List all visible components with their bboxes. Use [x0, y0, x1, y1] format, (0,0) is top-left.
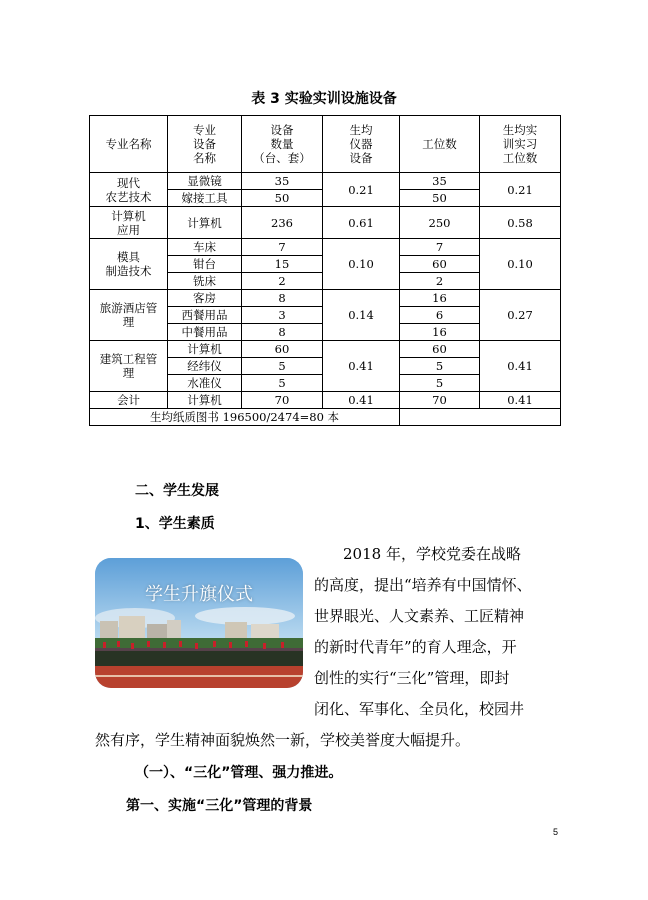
paragraph-line-1: 2018 年，学校党委在战略 [343, 545, 521, 563]
cell-equipment: 水准仪 [168, 375, 242, 392]
facilities-table [89, 115, 561, 426]
cell-workstations: 2 [400, 273, 480, 290]
table-row [90, 207, 561, 239]
cell-line: 现代 [117, 175, 140, 190]
cell-equipment: 铣床 [168, 273, 242, 290]
table-row [90, 341, 561, 358]
cell-workstations: 6 [400, 307, 480, 324]
cell-workstations: 60 [400, 256, 480, 273]
cell-line: 生均实 [502, 123, 538, 137]
cell-equipment: 中餐用品 [168, 324, 242, 341]
cell-equipment: 西餐用品 [168, 307, 242, 324]
cell-line: 理 [122, 315, 135, 329]
cell-workstations: 35 [400, 173, 480, 190]
header-per-student-workstations [480, 116, 561, 173]
cell-equipment: 嫁接工具 [168, 190, 242, 207]
subsection-heading: 1、学生素质 [135, 516, 215, 532]
cell-count: 5 [242, 358, 323, 375]
cell-per-student-instruments: 0.41 [323, 341, 400, 392]
cell-line: 农艺技术 [105, 189, 152, 204]
cell-equipment: 客房 [168, 290, 242, 307]
flag-ceremony-photo [95, 558, 303, 688]
cell-per-student-instruments: 0.41 [323, 392, 400, 409]
photo-caption: 学生升旗仪式 [145, 584, 253, 605]
cell-line: 数量 [270, 137, 294, 151]
header-workstations: 工位数 [400, 116, 480, 173]
cell-equipment: 计算机 [168, 341, 242, 358]
cell-count: 5 [242, 375, 323, 392]
cell-line: 制造技术 [105, 264, 152, 278]
header-equipment-name [168, 116, 242, 173]
cell-per-student-workstations: 0.58 [480, 207, 561, 239]
cell-line: 生均 [349, 123, 373, 137]
cell-equipment: 计算机 [168, 392, 242, 409]
cell-equipment: 经纬仪 [168, 358, 242, 375]
footer-books: 生均纸质图书 196500/2474=80 本 [90, 409, 400, 426]
cell-workstations: 5 [400, 358, 480, 375]
paragraph-line-2: 的高度，提出“培养有中国情怀、 [314, 576, 532, 594]
table-row [90, 392, 561, 409]
cell-per-student-workstations: 0.10 [480, 239, 561, 290]
section-heading: 二、学生发展 [135, 483, 219, 499]
table-caption: 表 3 实验实训设施设备 [251, 91, 397, 107]
sub-heading-background: 第一、实施“三化”管理的背景 [126, 798, 313, 814]
cell-line: 仪器 [349, 137, 373, 151]
cell-per-student-instruments: 0.61 [323, 207, 400, 239]
cell-count: 3 [242, 307, 323, 324]
cell-line: 建筑工程管 [99, 352, 158, 366]
cell-count: 7 [242, 239, 323, 256]
cell-workstations: 16 [400, 324, 480, 341]
footer-empty [400, 409, 561, 426]
table-row [90, 173, 561, 190]
sub-heading-san-hua: （一）、“三化”管理、强力推进。 [135, 765, 343, 781]
cell-line: 训实习 [502, 137, 538, 151]
cell-count: 35 [242, 173, 323, 190]
cell-count: 8 [242, 324, 323, 341]
cell-line: 会计 [117, 393, 140, 407]
cell-workstations: 50 [400, 190, 480, 207]
cell-major [90, 173, 168, 207]
flag-ceremony-image [95, 558, 303, 688]
cell-count: 50 [242, 190, 323, 207]
cell-line: 名称 [193, 151, 216, 165]
cell-line: 模具 [117, 250, 140, 264]
paragraph-line-7: 然有序，学生精神面貌焕然一新，学校美誉度大幅提升。 [95, 731, 471, 749]
cell-workstations: 16 [400, 290, 480, 307]
cell-line: 旅游酒店管 [99, 301, 158, 315]
cell-per-student-instruments: 0.14 [323, 290, 400, 341]
cell-count: 15 [242, 256, 323, 273]
cell-count: 236 [242, 207, 323, 239]
cell-equipment: 钳台 [168, 256, 242, 273]
cell-major [90, 239, 168, 290]
cell-per-student-instruments: 0.10 [323, 239, 400, 290]
cell-equipment: 计算机 [168, 207, 242, 239]
paragraph-line-6: 闭化、军事化、全员化，校园井 [314, 700, 525, 718]
paragraph-line-4: 的新时代青年”的育人理念，开 [314, 638, 517, 656]
cell-per-student-workstations: 0.41 [480, 392, 561, 409]
cell-major [90, 207, 168, 239]
cell-workstations: 60 [400, 341, 480, 358]
cell-line: （台、套） [253, 151, 311, 165]
cell-workstations: 5 [400, 375, 480, 392]
page-number: 5 [553, 827, 559, 837]
cell-line: 设备 [193, 137, 216, 151]
header-row [90, 116, 561, 173]
header-equipment-count [242, 116, 323, 173]
cell-per-student-workstations: 0.21 [480, 173, 561, 207]
cell-workstations: 7 [400, 239, 480, 256]
cell-line: 工位数 [502, 151, 538, 165]
cell-count: 2 [242, 273, 323, 290]
cell-workstations: 70 [400, 392, 480, 409]
cell-equipment: 车床 [168, 239, 242, 256]
cell-major [90, 290, 168, 341]
cell-per-student-instruments: 0.21 [323, 173, 400, 207]
cell-line: 设备 [270, 123, 294, 137]
header-per-student-instruments [323, 116, 400, 173]
cell-line: 设备 [349, 151, 373, 165]
cell-major [90, 392, 168, 409]
cell-per-student-workstations: 0.41 [480, 341, 561, 392]
cell-count: 60 [242, 341, 323, 358]
cell-per-student-workstations: 0.27 [480, 290, 561, 341]
footer-row [90, 409, 561, 426]
cell-major [90, 341, 168, 392]
cell-count: 8 [242, 290, 323, 307]
cell-line: 应用 [117, 222, 140, 237]
header-major: 专业名称 [90, 116, 168, 173]
cell-line: 专业 [193, 123, 216, 137]
table-row [90, 239, 561, 256]
paragraph-line-5: 创性的实行“三化”管理，即封 [314, 669, 510, 687]
cell-line: 计算机 [111, 208, 146, 223]
table-row [90, 290, 561, 307]
cell-line: 理 [122, 366, 135, 380]
cell-equipment: 显微镜 [168, 173, 242, 190]
cell-workstations: 250 [400, 207, 480, 239]
paragraph-line-3: 世界眼光、人文素养、工匠精神 [314, 607, 525, 625]
cell-count: 70 [242, 392, 323, 409]
